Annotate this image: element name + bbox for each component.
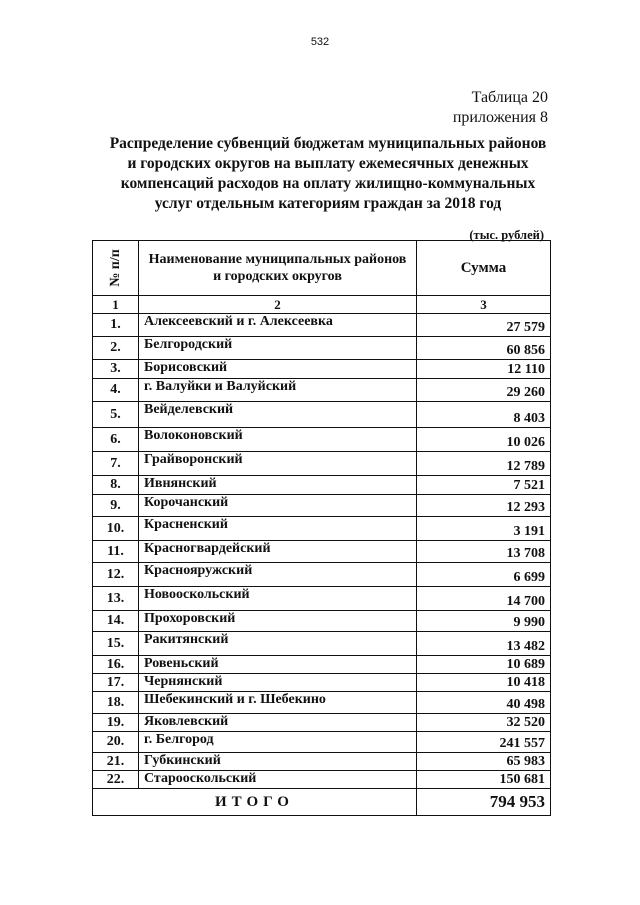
- row-number: 17.: [93, 674, 139, 692]
- table-row: [93, 428, 551, 452]
- row-sum: 12 293: [417, 495, 551, 517]
- column-number: 3: [417, 296, 551, 314]
- row-sum: 9 990: [417, 611, 551, 632]
- row-sum: 13 708: [417, 541, 551, 563]
- row-number: 8.: [93, 476, 139, 495]
- table-row: [93, 495, 551, 517]
- total-row: [93, 789, 551, 816]
- header-sum: Сумма: [417, 241, 551, 296]
- header-name: Наименование муниципальных районов и городских округов: [139, 241, 417, 296]
- row-sum: 241 557: [417, 732, 551, 753]
- table-row: [93, 692, 551, 714]
- row-name: Шебекинский и г. Шебекино: [139, 692, 417, 714]
- row-sum: 6 699: [417, 563, 551, 587]
- table-row: [93, 379, 551, 402]
- row-sum: 60 856: [417, 337, 551, 360]
- table-row: [93, 517, 551, 541]
- document-title: [100, 134, 556, 214]
- row-name: г. Валуйки и Валуйский: [139, 379, 417, 402]
- table-row: [93, 476, 551, 495]
- row-number: 10.: [93, 517, 139, 541]
- row-number: 12.: [93, 563, 139, 587]
- row-name: Старооскольский: [139, 771, 417, 789]
- units-label: (тыс. рублей): [469, 228, 544, 242]
- row-name: Волоконовский: [139, 428, 417, 452]
- title-line: компенсаций расходов на оплату жилищно-коммунальных: [120, 175, 536, 192]
- table-ref-line: Таблица 20: [471, 89, 548, 106]
- table-row: [93, 452, 551, 476]
- table-row: [93, 674, 551, 692]
- row-number: 15.: [93, 632, 139, 656]
- row-sum: 8 403: [417, 402, 551, 428]
- row-sum: 32 520: [417, 714, 551, 732]
- row-sum: 10 418: [417, 674, 551, 692]
- title-line: услуг отдельным категориям граждан за 2018 год: [154, 195, 502, 212]
- row-name: Алексеевский и г. Алексеевка: [139, 314, 417, 337]
- row-name: Ровеньский: [139, 656, 417, 674]
- table-ref-line: приложения 8: [452, 109, 548, 126]
- row-sum: 13 482: [417, 632, 551, 656]
- row-number: 4.: [93, 379, 139, 402]
- table-row: [93, 611, 551, 632]
- row-sum: 10 026: [417, 428, 551, 452]
- row-number: 5.: [93, 402, 139, 428]
- row-number: 20.: [93, 732, 139, 753]
- page-number: 532: [310, 36, 330, 48]
- table-row: [93, 314, 551, 337]
- header-number: [93, 241, 139, 296]
- table-row: [93, 541, 551, 563]
- row-name: Краснояружский: [139, 563, 417, 587]
- row-number: 14.: [93, 611, 139, 632]
- row-number: 7.: [93, 452, 139, 476]
- row-number: 6.: [93, 428, 139, 452]
- column-numbers-row: [93, 296, 551, 314]
- row-number: 9.: [93, 495, 139, 517]
- row-number: 1.: [93, 314, 139, 337]
- row-number: 21.: [93, 753, 139, 771]
- row-name: г. Белгород: [139, 732, 417, 753]
- table-header-row: [93, 241, 551, 296]
- table-row: [93, 714, 551, 732]
- column-number: 2: [139, 296, 417, 314]
- row-name: Ивнянский: [139, 476, 417, 495]
- row-number: 19.: [93, 714, 139, 732]
- row-sum: 40 498: [417, 692, 551, 714]
- row-sum: 12 789: [417, 452, 551, 476]
- title-line: и городских округов на выплату ежемесячных денежных: [127, 155, 529, 172]
- row-name: Корочанский: [139, 495, 417, 517]
- row-sum: 27 579: [417, 314, 551, 337]
- row-name: Чернянский: [139, 674, 417, 692]
- table-row: [93, 402, 551, 428]
- row-name: Вейделевский: [139, 402, 417, 428]
- row-sum: 150 681: [417, 771, 551, 789]
- row-name: Губкинский: [139, 753, 417, 771]
- table-row: [93, 360, 551, 379]
- total-value: 794 953: [417, 789, 551, 816]
- row-number: 13.: [93, 587, 139, 611]
- row-name: Ракитянский: [139, 632, 417, 656]
- title-line: Распределение субвенций бюджетам муниципальных районов: [109, 135, 547, 152]
- table-row: [93, 563, 551, 587]
- table-row: [93, 587, 551, 611]
- row-name: Красногвардейский: [139, 541, 417, 563]
- row-number: 18.: [93, 692, 139, 714]
- row-sum: 29 260: [417, 379, 551, 402]
- row-number: 11.: [93, 541, 139, 563]
- row-name: Белгородский: [139, 337, 417, 360]
- row-number: 2.: [93, 337, 139, 360]
- table-row: [93, 771, 551, 789]
- row-name: Красненский: [139, 517, 417, 541]
- row-sum: 3 191: [417, 517, 551, 541]
- row-sum: 10 689: [417, 656, 551, 674]
- row-sum: 65 983: [417, 753, 551, 771]
- row-name: Борисовский: [139, 360, 417, 379]
- total-label: ИТОГО: [93, 789, 417, 816]
- row-name: Грайворонский: [139, 452, 417, 476]
- row-sum: 7 521: [417, 476, 551, 495]
- column-number: 1: [93, 296, 139, 314]
- header-number-text: № п/п: [107, 249, 123, 287]
- table-reference: [453, 88, 548, 128]
- table-row: [93, 753, 551, 771]
- row-sum: 12 110: [417, 360, 551, 379]
- row-name: Яковлевский: [139, 714, 417, 732]
- table-row: [93, 656, 551, 674]
- row-name: Новооскольский: [139, 587, 417, 611]
- table-row: [93, 732, 551, 753]
- subventions-table: [92, 240, 551, 816]
- row-sum: 14 700: [417, 587, 551, 611]
- table-row: [93, 337, 551, 360]
- row-number: 3.: [93, 360, 139, 379]
- table-row: [93, 632, 551, 656]
- row-number: 16.: [93, 656, 139, 674]
- row-name: Прохоровский: [139, 611, 417, 632]
- row-number: 22.: [93, 771, 139, 789]
